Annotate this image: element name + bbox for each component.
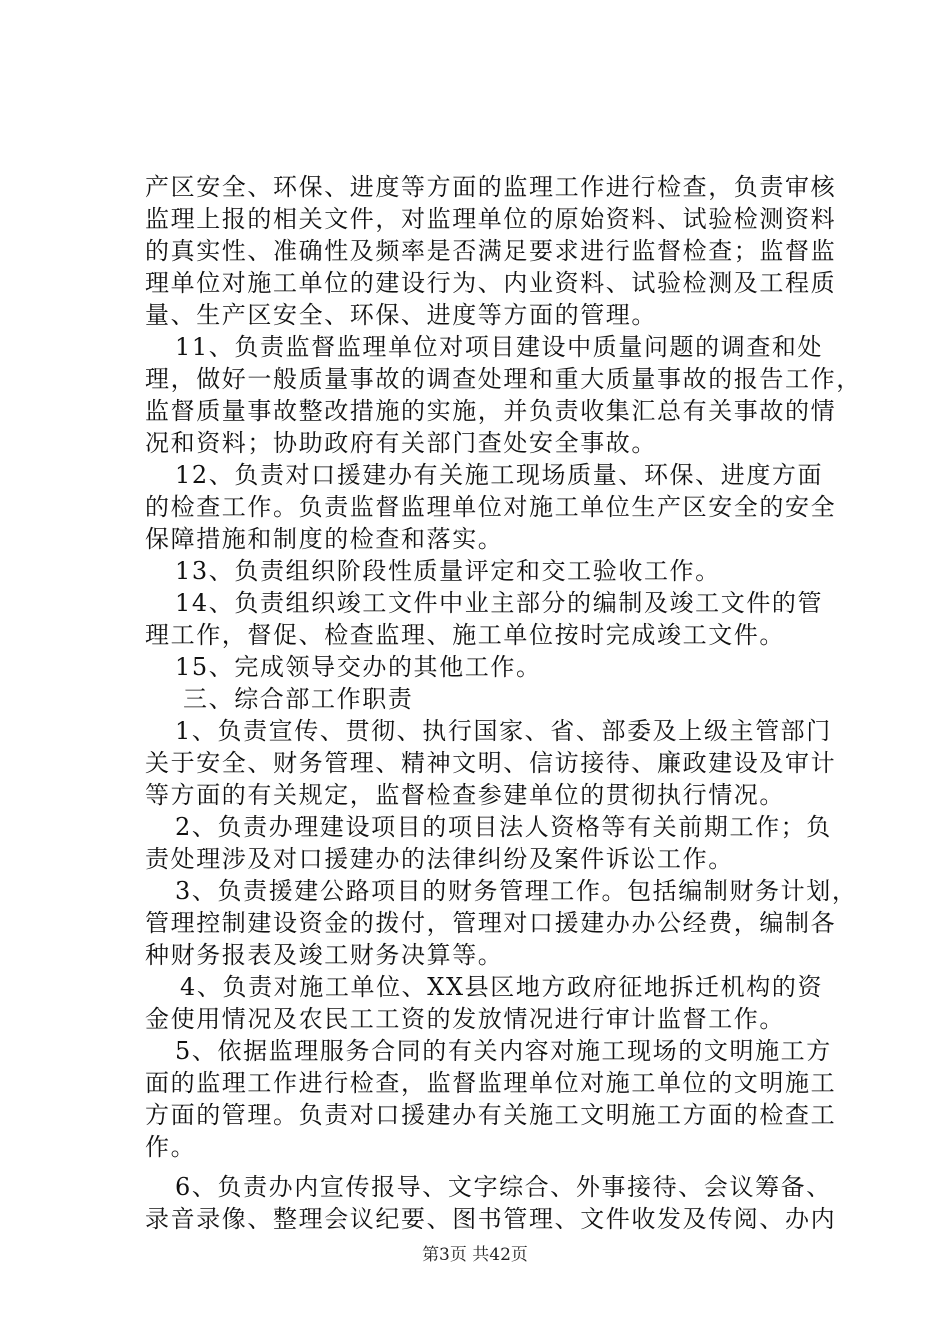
text-line: 理单位对施工单位的建设行为、内业资料、试验检测及工程质: [145, 269, 837, 297]
text-line: 关于安全、财务管理、精神文明、信访接待、廉政建设及审计: [145, 749, 837, 777]
paragraph-3-start: 3、负责援建公路项目的财务管理工作。包括编制财务计划，: [175, 877, 858, 905]
section-heading: 三、综合部工作职责: [183, 685, 414, 713]
paragraph-11-start: 11、负责监督监理单位对项目建设中质量问题的调查和处: [175, 333, 824, 361]
text-line: 金使用情况及农民工工资的发放情况进行审计监督工作。: [145, 1005, 785, 1033]
paragraph-1-start: 1、负责宣传、贯彻、执行国家、省、部委及上级主管部门: [175, 717, 832, 745]
text-line: 产区安全、环保、进度等方面的监理工作进行检查，负责审核: [145, 173, 837, 201]
text-line: 的检查工作。负责监督监理单位对施工单位生产区安全的安全: [145, 493, 837, 521]
text-line: 等方面的有关规定，监督检查参建单位的贯彻执行情况。: [145, 781, 785, 809]
paragraph-14-start: 14、负责组织竣工文件中业主部分的编制及竣工文件的管: [175, 589, 824, 617]
text-line: 量、生产区安全、环保、进度等方面的管理。: [145, 301, 657, 329]
paragraph-2-start: 2、负责办理建设项目的项目法人资格等有关前期工作；负: [175, 813, 832, 841]
text-line: 监理上报的相关文件，对监理单位的原始资料、试验检测资料: [145, 205, 837, 233]
text-line: 保障措施和制度的检查和落实。: [145, 525, 504, 553]
paragraph-12-start: 12、负责对口援建办有关施工现场质量、环保、进度方面: [175, 461, 824, 489]
text-line: 理工作，督促、检查监理、施工单位按时完成竣工文件。: [145, 621, 785, 649]
paragraph-5-start: 5、依据监理服务合同的有关内容对施工现场的文明施工方: [175, 1037, 832, 1065]
text-line: 面的监理工作进行检查，监督监理单位对施工单位的文明施工: [145, 1069, 837, 1097]
text-line: 监督质量事故整改措施的实施，并负责收集汇总有关事故的情: [145, 397, 837, 425]
text-line: 录音录像、整理会议纪要、图书管理、文件收发及传阅、办内: [145, 1205, 837, 1233]
text-line: 方面的管理。负责对口援建办有关施工文明施工方面的检查工: [145, 1101, 837, 1129]
text-line: 种财务报表及竣工财务决算等。: [145, 941, 504, 969]
page-number-footer: 第3页 共42页: [422, 1245, 528, 1265]
paragraph-6-start: 6、负责办内宣传报导、文字综合、外事接待、会议筹备、: [175, 1173, 832, 1201]
paragraph-4-start: 4、负责对施工单位、XX县区地方政府征地拆迁机构的资: [180, 973, 824, 1001]
text-line: 理，做好一般质量事故的调查处理和重大质量事故的报告工作，: [145, 365, 862, 393]
text-line: 责处理涉及对口援建办的法律纠纷及案件诉讼工作。: [145, 845, 734, 873]
text-line: 的真实性、准确性及频率是否满足要求进行监督检查；监督监: [145, 237, 837, 265]
text-line: 况和资料；协助政府有关部门查处安全事故。: [145, 429, 657, 457]
text-line: 管理控制建设资金的拨付，管理对口援建办办公经费，编制各: [145, 909, 837, 937]
text-line: 作。: [145, 1133, 197, 1161]
paragraph-13: 13、负责组织阶段性质量评定和交工验收工作。: [175, 557, 721, 585]
paragraph-15: 15、完成领导交办的其他工作。: [175, 653, 542, 681]
